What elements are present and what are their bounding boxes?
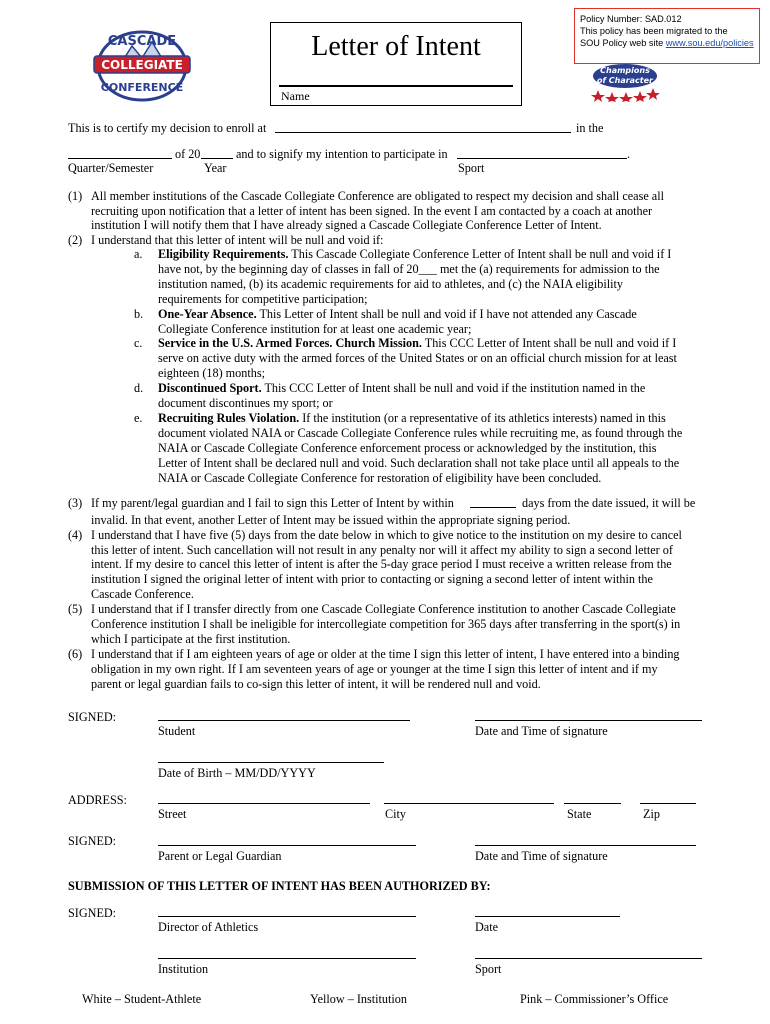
director-signature-line[interactable] (158, 916, 416, 917)
signed-label: SIGNED: (68, 906, 117, 920)
parent-date-line[interactable] (475, 845, 696, 846)
stars-icon (591, 88, 660, 102)
parent-signature-line[interactable] (158, 845, 416, 846)
date-time-label: Date and Time of signature (475, 849, 608, 863)
year-label: Year (204, 161, 227, 175)
item-number: (3) (68, 496, 83, 510)
sub-line: serve on active duty with the armed forces of the United States or on an official church mission for at least (158, 351, 677, 365)
director-label: Director of Athletics (158, 920, 259, 934)
footer-yellow: Yellow – Institution (310, 992, 407, 1006)
item4-line: this letter of intent. Such cancellation will not result in any penalty nor will it affect my ability to sign a second letter of (91, 543, 673, 557)
certify-line1-start: This is to certify my decision to enroll at (68, 121, 267, 135)
sub-line: have not, by the beginning day of classes in fall of 20___ met the (a) requirements for admission to the (158, 262, 660, 276)
item4-line: institution I signed the original letter of intent with prior to contacting or signing a second letter of intent within the (91, 572, 653, 586)
sub-line: This Cascade Collegiate Conference Letter of Intent shall be null and void if I (291, 247, 672, 261)
sub-line: This Letter of Intent shall be null and void if I have not attended any Cascade (259, 307, 637, 321)
policy-link[interactable]: www.sou.edu/policies (665, 38, 754, 49)
sub-line: NAIA or Cascade Collegiate Conference enforcement process or acknowledged by the institution, this (158, 441, 657, 455)
name-label: Name (281, 89, 310, 103)
sub-line: Letter of Intent shall be declared null and void. Such declaration shall not take place until all appeals to the (158, 456, 680, 470)
sub-line: This CCC Letter of Intent shall be null and void if the institution named in the (264, 381, 646, 395)
parent-label: Parent or Legal Guardian (158, 849, 282, 863)
dob-label: Date of Birth – MM/DD/YYYY (158, 766, 316, 780)
policy-number: Policy Number: SAD.012 (580, 14, 682, 24)
zip-label: Zip (643, 807, 660, 821)
item-number: (5) (68, 602, 83, 616)
sub-heading: One-Year Absence. (158, 307, 257, 321)
policy-migrated: This policy has been migrated to the (580, 26, 728, 37)
sport-blank[interactable] (457, 158, 627, 159)
sub-mark: d. (134, 381, 144, 395)
city-line[interactable] (384, 803, 554, 804)
student-signature-line[interactable] (158, 720, 410, 721)
sub-line: institution named, (b) its academic requirements for aid to athletes, and (c) the NAIA eligibility (158, 277, 624, 291)
sub-line: document violated NAIA or Cascade Collegiate Conference rules while recruiting me, as found through the (158, 426, 683, 440)
item3-line: invalid. In that event, another Letter of Intent may be issued within the appropriate signing period. (91, 513, 571, 527)
signed-label: SIGNED: (68, 834, 117, 848)
sub-line: If the institution (or a representative of its athletics interests) named in this (302, 411, 666, 425)
item-number: (4) (68, 528, 83, 542)
sub-line: requirements for competitive participation; (158, 292, 368, 306)
date-label: Date (475, 920, 499, 934)
authorized-heading: SUBMISSION OF THIS LETTER OF INTENT HAS BEEN AUTHORIZED BY: (68, 879, 491, 893)
sub-mark: e. (134, 411, 143, 425)
item3-line-end: days from the date issued, it will be (522, 496, 696, 510)
dob-line[interactable] (158, 762, 384, 763)
sub-line: document discontinues my sport; or (158, 396, 333, 410)
item3-line: If my parent/legal guardian and I fail to sign this Letter of Intent by within (91, 496, 454, 510)
item1-line: recruiting upon notification that a letter of intent has been signed. In the event I am contacted by a coach at another (91, 204, 653, 218)
item-number: (6) (68, 647, 83, 661)
street-label: Street (158, 807, 187, 821)
state-label: State (567, 807, 592, 821)
item5-line: I understand that if I transfer directly from one Cascade Collegiate Conference institution to another Cascade Collegiate (91, 602, 676, 616)
city-label: City (385, 807, 406, 821)
quarter-label: Quarter/Semester (68, 161, 154, 175)
quarter-blank[interactable] (68, 158, 172, 159)
logo-text-1: CASCADE (107, 34, 177, 49)
item-number: (1) (68, 189, 83, 203)
sub-line: This CCC Letter of Intent shall be null and void if I (424, 336, 677, 350)
sub-line: eighteen (18) months; (158, 366, 265, 380)
logo-text-2: COLLEGIATE (101, 58, 183, 72)
cascade-conference-logo (92, 28, 192, 104)
item1-line: All member institutions of the Cascade Collegiate Conference are obligated to respect my decision and shall cease all (91, 189, 664, 203)
sport-label: Sport (475, 962, 502, 976)
institution-label: Institution (158, 962, 209, 976)
institution-line[interactable] (158, 958, 416, 959)
date-time-label: Date and Time of signature (475, 724, 608, 738)
sub-mark: a. (134, 247, 143, 261)
sport-line[interactable] (475, 958, 702, 959)
item6-line: obligation in my own right. If I am seventeen years of age or younger at the time I sign this letter of intent and if my (91, 662, 658, 676)
state-line[interactable] (564, 803, 621, 804)
logo-text-3: CONFERENCE (100, 81, 184, 94)
signify-text: and to signify my intention to participate in (236, 147, 448, 161)
sub-mark: c. (134, 336, 143, 350)
certify-period: . (627, 147, 631, 161)
year-blank[interactable] (201, 158, 233, 159)
champions-of-character-logo (590, 62, 660, 102)
signed-label: SIGNED: (68, 710, 117, 724)
street-line[interactable] (158, 803, 370, 804)
item-number: (2) (68, 233, 83, 247)
page-title: Letter of Intent (311, 31, 481, 62)
footer-pink: Pink – Commissioner’s Office (520, 992, 669, 1006)
item5-line: which I participate at the first institution. (91, 632, 291, 646)
days-blank[interactable] (470, 507, 516, 508)
footer-white: White – Student-Athlete (82, 992, 202, 1006)
sub-heading: Eligibility Requirements. (158, 247, 289, 261)
item6-line: I understand that if I am eighteen years of age or older at the time I sign this letter of intent, I have entered into a binding (91, 647, 680, 661)
sub-heading: Service in the U.S. Armed Forces. Church Mission. (158, 336, 422, 350)
item1-line: institution I will notify them that I have already signed a Cascade Collegiate Conference Letter of Intent. (91, 218, 602, 232)
of20-text: of 20 (175, 147, 201, 161)
student-date-line[interactable] (475, 720, 702, 721)
sub-mark: b. (134, 307, 144, 321)
sub-line: NAIA or Cascade Collegiate Conference for restoration of eligibility have been concluded. (158, 471, 602, 485)
title-box (270, 22, 522, 106)
policy-notice (574, 8, 760, 64)
item5-line: Conference institution I shall be ineligible for intercollegiate competition for 365 days after transferring in the sport(s) in (91, 617, 681, 631)
sub-heading: Discontinued Sport. (158, 381, 262, 395)
item4-line: Cascade Conference. (91, 587, 194, 601)
sub-line: Collegiate Conference institution for at least one academic year; (158, 322, 472, 336)
address-label: ADDRESS: (68, 793, 127, 807)
item2-line: I understand that this letter of intent will be null and void if: (91, 233, 384, 247)
name-line[interactable] (279, 85, 513, 87)
champions-text: Champions (600, 66, 650, 75)
sub-heading: Recruiting Rules Violation. (158, 411, 300, 425)
institution-blank[interactable] (275, 132, 571, 133)
item6-line: parent or legal guardian fails to co-sign this letter of intent, it will be rendered null and void. (91, 677, 541, 691)
student-label: Student (158, 724, 196, 738)
item4-line: I understand that I have five (5) days from the date below in which to give notice to the institution on my desire to cancel (91, 528, 682, 542)
director-date-line[interactable] (475, 916, 620, 917)
zip-line[interactable] (640, 803, 696, 804)
policy-site-prefix: SOU Policy web site (580, 38, 666, 49)
of-character-text: of Character (596, 76, 654, 85)
sport-label: Sport (458, 161, 485, 175)
certify-line1-end: in the (576, 121, 604, 135)
item4-line: intent. If my desire to cancel this letter of intent is after the 5-day grace period I must receive a written release from the (91, 557, 672, 571)
